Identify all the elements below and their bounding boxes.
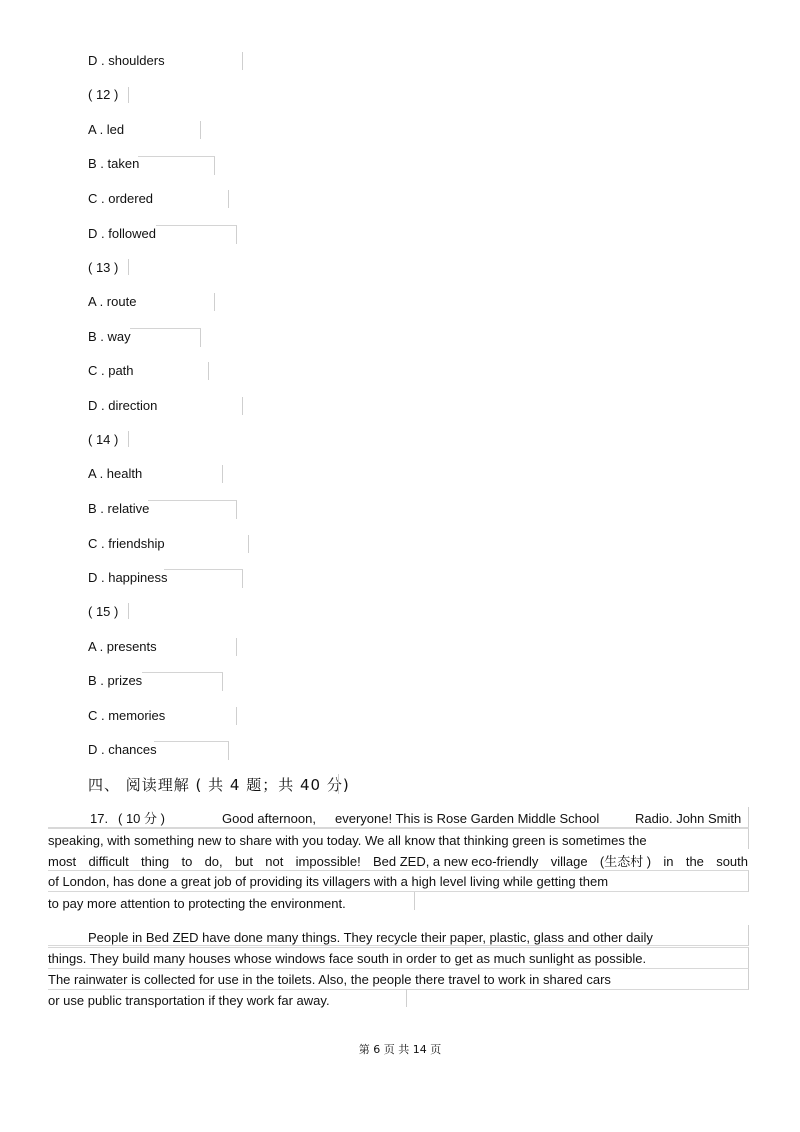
question-number-12: ( 12 ) [88, 87, 119, 102]
option-box [144, 465, 223, 483]
option-a-presents: A . presents [88, 639, 157, 654]
passage-line-4: of London, has done a great job of providing its villagers with a high level living while getting them [48, 874, 609, 889]
passage-word: impossible! [295, 854, 361, 869]
option-box [154, 638, 237, 656]
question-number-15: ( 15 ) [88, 604, 119, 619]
option-box [140, 293, 215, 311]
option-box [164, 569, 243, 588]
option-d-direction: D . direction [88, 398, 158, 413]
option-box [108, 431, 129, 447]
passage-line-2: speaking, with something new to share with you today. We all know that thinking green is sometimes the [48, 833, 647, 848]
passage-word: not [265, 854, 284, 869]
passage-text: everyone! This is Rose Garden Middle School [335, 811, 600, 826]
option-box [150, 52, 243, 70]
option-box [154, 741, 229, 760]
passage-line-5: to pay more attention to protecting the environment. [48, 896, 346, 911]
question-number-14: ( 14 ) [88, 432, 119, 447]
option-b-way: B . way [88, 329, 131, 344]
passage-p2-line-3: The rainwater is collected for use in the toilets. Also, the people there travel to work in shared cars [48, 972, 611, 987]
option-box [164, 535, 249, 553]
section-title-reading-comprehension: 四、 阅读理解 ( 共 4 题；共 40 分) [88, 776, 350, 794]
option-box [142, 672, 223, 691]
passage-text: Radio. John Smith [635, 811, 742, 826]
option-d-followed: D . followed [88, 226, 156, 241]
option-a-health: A . health [88, 466, 143, 481]
option-box [148, 500, 237, 519]
question-points: ( 10 分 ) [118, 811, 165, 826]
option-c-path: C . path [88, 363, 134, 378]
passage-word: difficult [88, 854, 129, 869]
option-c-memories: C . memories [88, 708, 166, 723]
option-d-shoulders: D . shoulders [88, 53, 165, 68]
page-footer: 第 6 页 共 14 页 [358, 1043, 442, 1056]
option-a-route: A . route [88, 294, 137, 309]
option-box [134, 362, 209, 380]
option-b-prizes: B . prizes [88, 673, 143, 688]
option-box [156, 225, 237, 244]
question-number: 17. [90, 811, 109, 826]
passage-word: in [663, 854, 674, 869]
option-box [108, 87, 129, 103]
passage-word: do, [204, 854, 223, 869]
option-box [108, 259, 129, 275]
passage-word: the [685, 854, 704, 869]
option-box [152, 190, 229, 208]
option-c-ordered: C . ordered [88, 191, 154, 206]
option-c-friendship: C . friendship [88, 536, 165, 551]
option-d-happiness: D . happiness [88, 570, 168, 585]
passage-p2-line-4: or use public transportation if they work far away. [48, 993, 330, 1008]
passage-line-3 [48, 854, 748, 870]
option-box [130, 328, 201, 347]
option-box [138, 156, 215, 175]
passage-word: but [234, 854, 254, 869]
question-number-13: ( 13 ) [88, 260, 119, 275]
option-b-relative: B . relative [88, 501, 150, 516]
option-d-chances: D . chances [88, 742, 157, 757]
passage-word: Bed ZED, a new eco-friendly [372, 854, 539, 869]
option-b-taken: B . taken [88, 156, 140, 171]
section-title-box [320, 774, 339, 794]
option-a-led: A . led [88, 122, 125, 137]
option-box [164, 707, 237, 725]
passage-word: to [181, 854, 193, 869]
passage-word: south [716, 854, 748, 869]
option-box [108, 603, 129, 619]
passage-word: thing [140, 854, 170, 869]
passage-greeting: Good afternoon, [222, 811, 316, 826]
passage-p2-line-2: things. They build many houses whose windows face south in order to get as much sunlight as possible. [48, 951, 647, 966]
option-box [140, 121, 201, 139]
passage-word: village [550, 854, 588, 869]
option-box [158, 397, 243, 415]
passage-word: (生态村 ) [599, 854, 652, 869]
passage-p2-line-1: People in Bed ZED have done many things. They recycle their paper, plastic, glass and other daily [88, 930, 653, 945]
passage-word: most [48, 854, 77, 869]
